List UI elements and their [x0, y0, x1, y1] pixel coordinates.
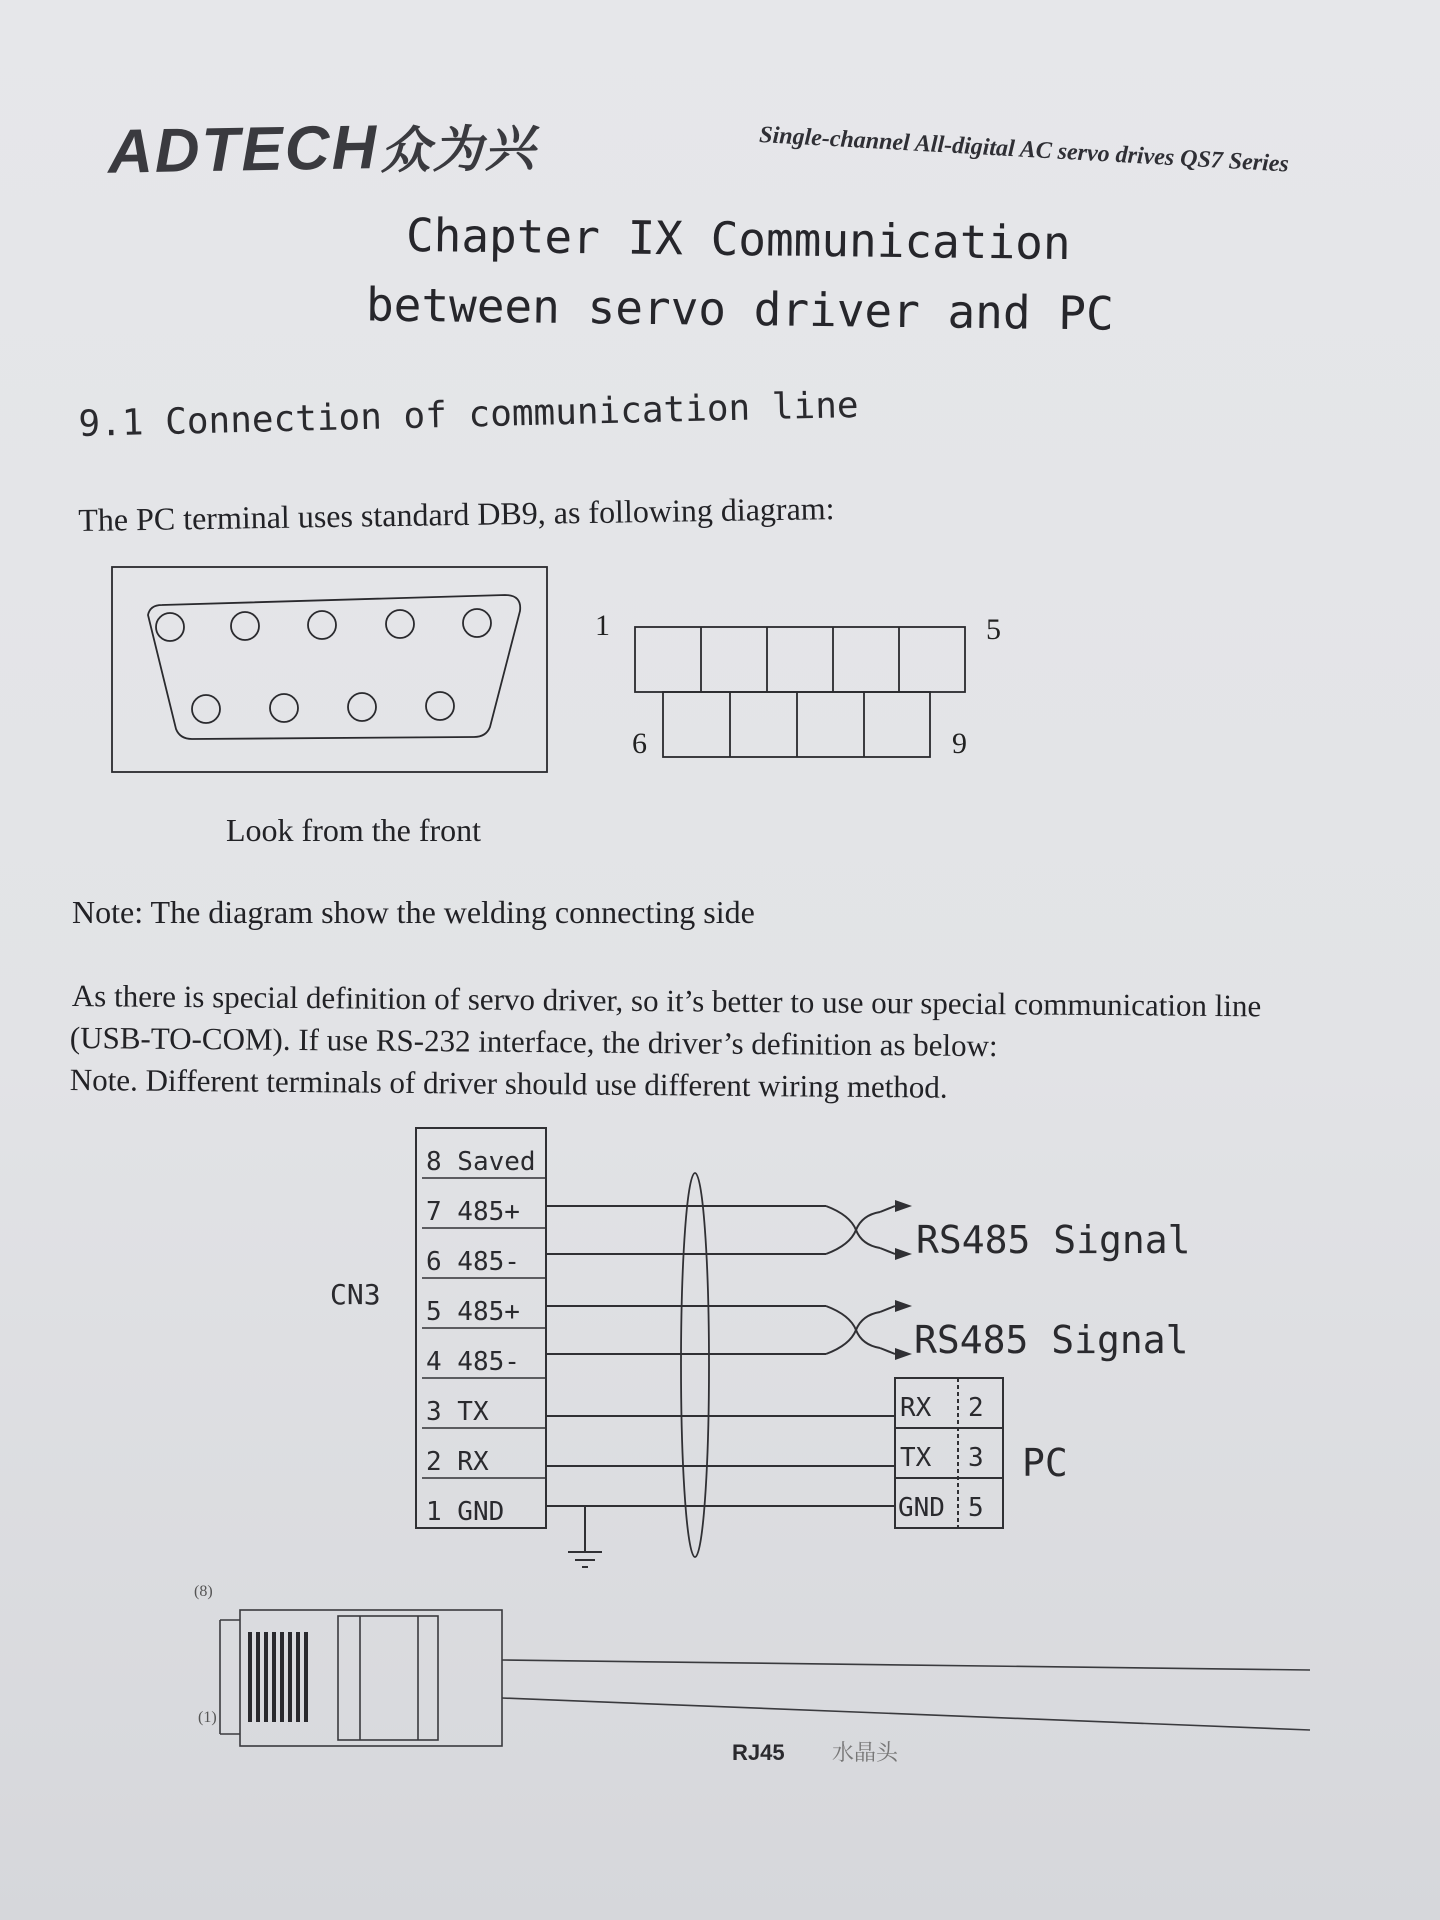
db9-pin-holes — [156, 609, 491, 723]
note-welding: Note: The diagram show the welding connecting side — [72, 894, 755, 930]
pin-label-9: 9 — [952, 727, 967, 760]
logo-cn-text: 众为兴 — [379, 120, 537, 179]
pc-pin-gnd-num: 5 — [968, 1493, 984, 1523]
logo-text: ADTECH — [107, 113, 379, 187]
chapter-title-line2: between servo driver and PC — [365, 277, 1115, 341]
series-title: Single-channel All-digital AC servo drives QS7 Series — [758, 122, 1290, 178]
pc-pin-rx-num: 2 — [968, 1393, 984, 1423]
rs485-signal-label-2: RS485 Signal — [914, 1318, 1189, 1362]
pc-pin-tx-num: 3 — [968, 1443, 984, 1473]
rj45-pin-8-label: (8) — [194, 1583, 213, 1600]
rj45-label: RJ45 — [732, 1740, 785, 1765]
db9-pin-grid — [635, 627, 965, 757]
cn3-wiring-diagram — [310, 1120, 1230, 1580]
cn3-pin-4: 4 485- — [426, 1347, 520, 1377]
pc-pin-gnd: GND — [898, 1493, 945, 1523]
cn3-pin-2: 2 RX — [426, 1447, 489, 1477]
adtech-logo — [107, 108, 537, 187]
cn3-pin-1: 1 GND — [426, 1497, 505, 1527]
pin-label-5: 5 — [986, 613, 1001, 646]
signal-arrowheads — [895, 1200, 912, 1360]
pc-label: PC — [1022, 1441, 1068, 1485]
cn3-label: CN3 — [330, 1278, 381, 1311]
note-body-line3: Note. Different terminals of driver should use different wiring method. — [69, 1062, 948, 1105]
cable-shield-ellipse — [681, 1173, 709, 1557]
chapter-title-line1: Chapter IX Communication — [405, 207, 1071, 271]
note-body-line2: (USB-TO-COM). If use RS-232 interface, the driver’s definition as below: — [69, 1020, 998, 1064]
cn3-pin-6: 6 485- — [426, 1247, 520, 1277]
rj45-pin-1-label: (1) — [198, 1709, 217, 1726]
cn3-pin-labels — [426, 1147, 536, 1527]
db9-diagram — [100, 555, 1020, 795]
db9-caption: Look from the front — [226, 812, 482, 848]
rj45-label-cn: 水晶头 — [832, 1741, 899, 1766]
cn3-pin-8: 8 Saved — [426, 1147, 536, 1177]
pc-pin-tx: TX — [900, 1443, 932, 1473]
db9-frame — [112, 567, 547, 772]
cn3-pin-7: 7 485+ — [426, 1197, 520, 1227]
signal-wires — [546, 1206, 895, 1567]
intro-text: The PC terminal uses standard DB9, as following diagram: — [78, 490, 835, 538]
pc-pin-rx: RX — [900, 1393, 932, 1423]
rs485-signal-label-1: RS485 Signal — [916, 1218, 1191, 1262]
note-body-line1: As there is special definition of servo driver, so it’s better to use our special communication line — [71, 978, 1262, 1024]
section-title: 9.1 Connection of communication line — [78, 384, 860, 445]
pin-label-1: 1 — [595, 609, 610, 642]
cn3-pin-5: 5 485+ — [426, 1297, 520, 1327]
rj45-diagram — [180, 1570, 1320, 1770]
pc-pin-labels — [898, 1393, 984, 1523]
cn3-pin-3: 3 TX — [426, 1397, 489, 1427]
rj45-contacts — [248, 1632, 308, 1722]
rj45-plug-outline — [220, 1610, 1310, 1746]
pin-label-6: 6 — [632, 727, 647, 760]
